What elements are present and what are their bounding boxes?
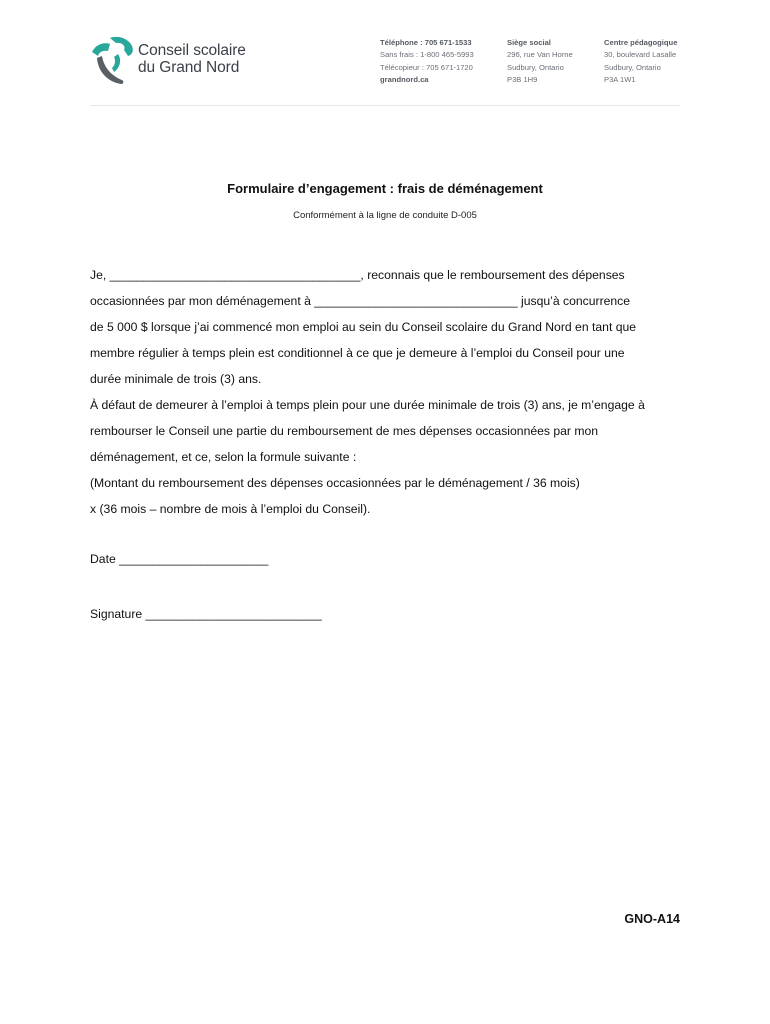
body-line: (Montant du remboursement des dépenses occasionnées par le déménagement / 36 mois)	[90, 476, 580, 490]
header-divider	[90, 105, 680, 106]
body-line: déménagement, et ce, selon la formule suivante :	[90, 450, 357, 464]
centre-line1: 30, boulevard Lasalle	[604, 50, 677, 60]
logo-mark-icon	[88, 34, 136, 86]
body-line: Je, _____________________________________, reconnais que le remboursement des dépenses	[90, 268, 625, 282]
centre-line2: Sudbury, Ontario	[604, 62, 661, 72]
siege-social-block	[507, 37, 573, 87]
engagement-paragraph	[90, 262, 690, 522]
signature-field: Signature __________________________	[90, 607, 322, 621]
logo-text-line1: Conseil scolaire	[138, 42, 246, 59]
body-line: occasionnées par mon déménagement à ______________________________ jusqu’à concurrence	[90, 294, 631, 308]
document-subtitle: Conformément à la ligne de conduite D-005	[293, 210, 477, 221]
siege-heading: Siège social	[507, 38, 551, 47]
body-line: de 5 000 $ lorsque j’ai commencé mon emploi au sein du Conseil scolaire du Grand Nord en tant que	[90, 320, 637, 334]
body-line: x (36 mois – nombre de mois à l’emploi du Conseil).	[90, 502, 371, 516]
tollfree-text: Sans frais : 1-800 465-5993	[380, 50, 474, 60]
logo-text-line2: du Grand Nord	[138, 59, 240, 76]
centre-pedagogique-block	[604, 37, 677, 87]
website-text: grandnord.ca	[380, 75, 429, 85]
body-line: membre régulier à temps plein est conditionnel à ce que je demeure à l’emploi du Conseil pour une	[90, 346, 625, 360]
siege-line2: Sudbury, Ontario	[507, 62, 564, 72]
letterhead	[0, 0, 770, 110]
document-title: Formulaire d’engagement : frais de déménagement	[227, 181, 543, 196]
body-line: À défaut de demeurer à l’emploi à temps plein pour une durée minimale de trois (3) ans, je m’engage à	[90, 398, 645, 412]
siege-line1: 296, rue Van Horne	[507, 50, 573, 60]
fax-text: Télécopieur : 705 671-1720	[380, 62, 473, 72]
centre-heading: Centre pédagogique	[604, 38, 678, 47]
conseil-logo	[88, 34, 258, 86]
body-line: rembourser le Conseil une partie du remboursement de mes dépenses occasionnées par mon	[90, 424, 599, 438]
body-line: durée minimale de trois (3) ans.	[90, 372, 262, 386]
contact-block	[380, 37, 474, 87]
centre-line3: P3A 1W1	[604, 75, 636, 85]
document-code: GNO-A14	[624, 912, 680, 926]
date-field: Date ______________________	[90, 552, 269, 566]
siege-line3: P3B 1H9	[507, 75, 538, 85]
phone-text: Téléphone : 705 671-1533	[380, 38, 472, 47]
